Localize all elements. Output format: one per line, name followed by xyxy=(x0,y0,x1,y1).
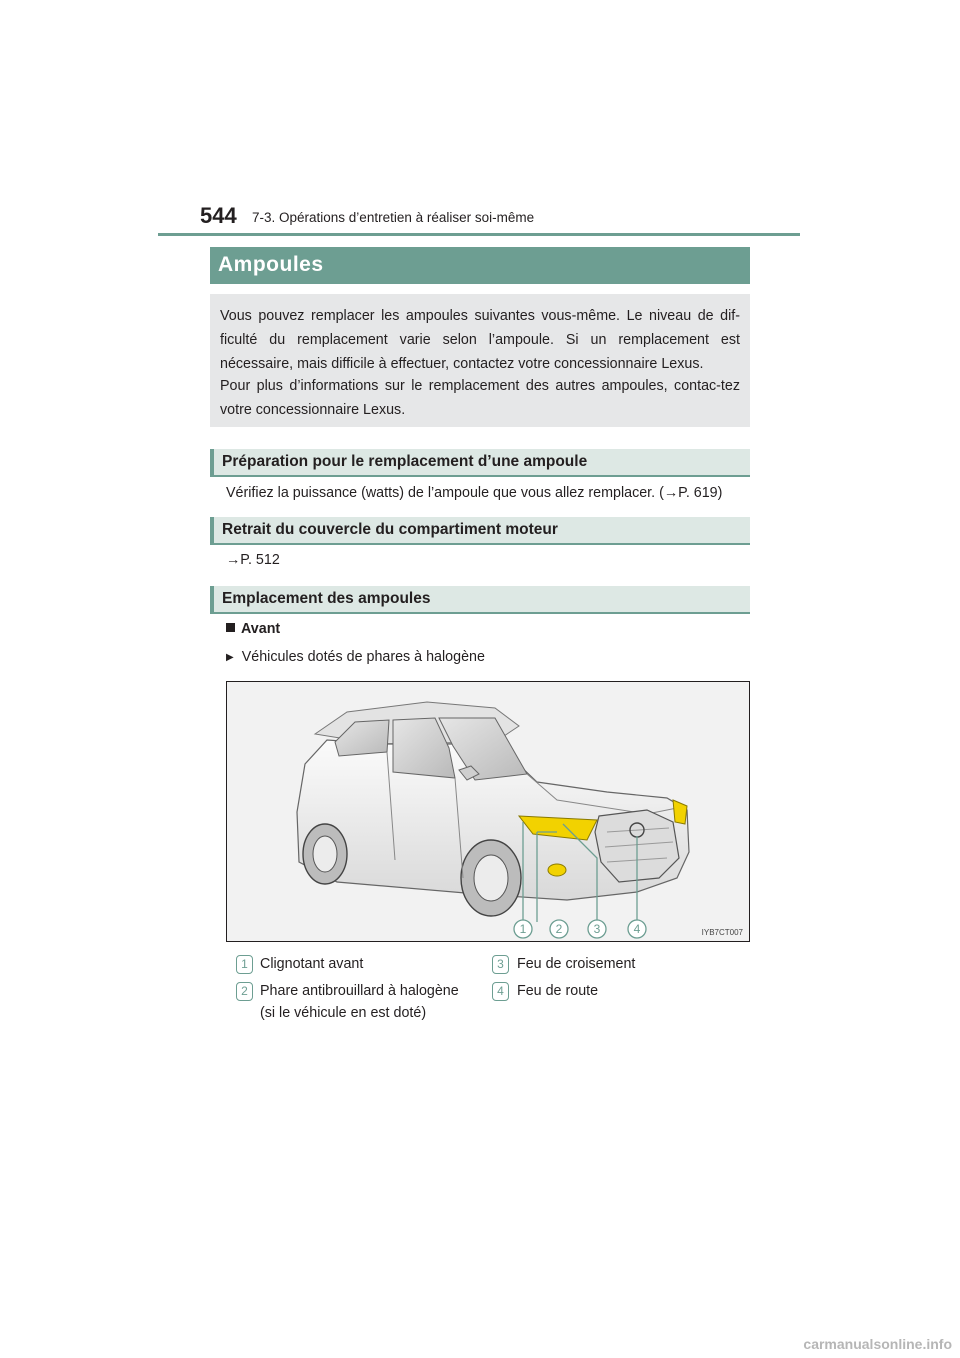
legend-text-2b: (si le véhicule en est doté) xyxy=(260,1005,427,1021)
watermark: carmanualsonline.info xyxy=(803,1336,952,1352)
callout-1: 1 xyxy=(519,922,527,936)
intro-box xyxy=(210,294,750,427)
subheader-preparation-title: Préparation pour le remplacement d’une ampoule xyxy=(222,453,588,470)
subheader-location-title: Emplacement des ampoules xyxy=(222,590,431,607)
subheader-location xyxy=(210,586,750,614)
legend-text-4: Feu de route xyxy=(517,983,599,999)
callout-2: 2 xyxy=(555,922,563,936)
legend-item-1 xyxy=(260,953,363,975)
legend-text-2: Phare antibrouillard à halogène xyxy=(260,983,459,999)
page-number: 544 xyxy=(200,203,237,228)
square-bullet-icon xyxy=(226,623,235,632)
legend-text-3: Feu de croisement xyxy=(517,956,636,972)
front-label xyxy=(226,621,280,637)
legend-number-4: 4 xyxy=(492,982,509,1001)
callout-4: 4 xyxy=(633,922,641,936)
legend-number-1: 1 xyxy=(236,955,253,974)
subheader-preparation xyxy=(210,449,750,477)
chapter-title: 7-3. Opérations d’entretien à réaliser soi-même xyxy=(252,210,535,225)
legend-item-2 xyxy=(260,980,459,1024)
section-title: Ampoules xyxy=(218,253,324,276)
vehicle-note xyxy=(226,649,485,665)
front-label-text: Avant xyxy=(241,621,281,637)
callout-3: 3 xyxy=(593,922,601,936)
legend-item-4 xyxy=(517,980,598,1002)
vehicle-note-text: Véhicules dotés de phares à halogène xyxy=(241,649,485,665)
subheader-cover xyxy=(210,517,750,545)
intro-paragraph-1: Vous pouvez remplacer les ampoules suivantes vous-même. Le niveau de dif-ficulté du remplacement varie selon l’ampoule. Si un remplacement est nécessaire, mais difficile à effectuer, contactez votre concessionnaire Lexus. xyxy=(220,308,740,372)
cover-text: →P. 512 xyxy=(226,552,280,568)
subheader-cover-title: Retrait du couvercle du compartiment moteur xyxy=(222,521,558,538)
legend-text-1: Clignotant avant xyxy=(260,956,364,972)
header-rule xyxy=(158,233,800,236)
legend-number-2: 2 xyxy=(236,982,253,1001)
callout-markers xyxy=(227,682,749,941)
section-title-bar xyxy=(210,247,750,284)
legend-item-3 xyxy=(517,953,635,975)
car-illustration xyxy=(226,681,750,942)
preparation-text: Vérifiez la puissance (watts) de l’ampoule que vous allez remplacer. (→P. 619) xyxy=(226,485,723,501)
triangle-bullet-icon: ▶ xyxy=(226,652,234,663)
figure-code: IYB7CT007 xyxy=(701,928,743,937)
legend-number-3: 3 xyxy=(492,955,509,974)
intro-paragraph-2: Pour plus d’informations sur le remplacement des autres ampoules, contac-tez votre concessionnaire Lexus. xyxy=(220,378,740,418)
